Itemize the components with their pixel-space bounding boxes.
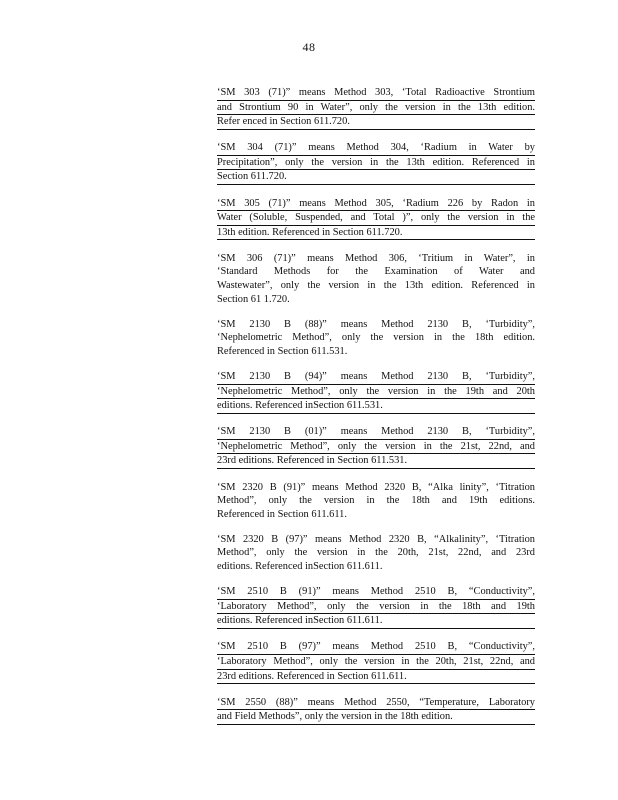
definition-line: ‘SM 306 (71)” means Method 306, ‘Tritium in Water”, in [217, 252, 535, 264]
definition-line: ‘SM 304 (71)” means Method 304, ‘Radium in Water by [217, 141, 535, 156]
definition-entry [217, 318, 535, 359]
definition-entry [217, 86, 535, 130]
definition-entry [217, 425, 535, 469]
definition-entry [217, 370, 535, 414]
definition-line: editions. Referenced inSection 611.611. [217, 561, 383, 573]
definition-line: ‘Nephelometric Method”, only the version in the 18th edition. [217, 332, 535, 344]
definition-line: ‘Laboratory Method”, only the version in the 18th and 19th [217, 600, 535, 615]
definition-line: Wastewater”, only the version in the 13th edition. Referenced in [217, 280, 535, 292]
definition-line: ‘SM 2320 B (91)” means Method 2320 B, “Alka linity”, ‘Titration [217, 481, 535, 493]
definition-entry [217, 197, 535, 241]
page-number: 48 [302, 40, 316, 54]
definition-line: ‘SM 2130 B (01)” means Method 2130 B, ‘Turbidity”, [217, 425, 535, 440]
definition-line: ‘SM 2510 B (91)” means Method 2510 B, “Conductivity”, [217, 585, 535, 600]
definition-entry [217, 640, 535, 684]
definition-line: Referenced in Section 611.611. [217, 508, 347, 520]
definition-line: ‘Nephelometric Method”, only the version in the 19th and 20th [217, 385, 535, 400]
definition-line: Method”, only the version in the 20th, 21st, 22nd, and 23rd [217, 547, 535, 559]
definition-line: Method”, only the version in the 18th and 19th editions. [217, 495, 535, 507]
definition-line: editions. Referenced inSection 611.611. [217, 614, 535, 629]
definition-line: Precipitation”, only the version in the 13th edition. Referenced in [217, 156, 535, 171]
definitions-list [217, 86, 535, 736]
definition-line: ‘Nephelometric Method”, only the version in the 21st, 22nd, and [217, 440, 535, 455]
definition-line: Section 61 1.720. [217, 293, 290, 305]
definition-line: and Strontium 90 in Water”, only the version in the 13th edition. [217, 101, 535, 116]
definition-line: ‘SM 2510 B (97)” means Method 2510 B, “Conductivity”, [217, 640, 535, 655]
definition-line: ‘SM 2130 B (88)” means Method 2130 B, ‘Turbidity”, [217, 318, 535, 330]
definition-entry [217, 481, 535, 522]
definition-line: ‘SM 303 (71)” means Method 303, ‘Total Radioactive Strontium [217, 86, 535, 101]
definition-entry [217, 585, 535, 629]
definition-line: editions. Referenced inSection 611.531. [217, 399, 535, 414]
definition-line: ‘SM 305 (71)” means Method 305, ‘Radium 226 by Radon in [217, 197, 535, 212]
definition-line: ‘SM 2130 B (94)” means Method 2130 B, ‘Turbidity”, [217, 370, 535, 385]
definition-line: 23rd editions. Referenced in Section 611.531. [217, 454, 535, 469]
definition-line: ‘Laboratory Method”, only the version in the 20th, 21st, 22nd, and [217, 655, 535, 670]
definition-line: ‘SM 2550 (88)” means Method 2550, “Temperature, Laboratory [217, 696, 535, 711]
definition-line: ‘SM 2320 B (97)” means Method 2320 B, “Alkalinity”, ‘Titration [217, 533, 535, 545]
definition-line: Water (Soluble, Suspended, and Total )”, only the version in the [217, 211, 535, 226]
definition-entry [217, 252, 535, 306]
definition-entry [217, 141, 535, 185]
definition-line: and Field Methods”, only the version in the 18th edition. [217, 710, 535, 725]
definition-line: Section 611.720. [217, 170, 535, 185]
definition-line: Refer enced in Section 611.720. [217, 115, 535, 130]
definition-entry [217, 696, 535, 725]
definition-line: 13th edition. Referenced in Section 611.720. [217, 226, 535, 241]
definition-line: 23rd editions. Referenced in Section 611.611. [217, 670, 535, 685]
definition-line: ‘Standard Methods for the Examination of Water and [217, 266, 535, 278]
definition-line: Referenced in Section 611.531. [217, 345, 348, 357]
definition-entry [217, 533, 535, 574]
